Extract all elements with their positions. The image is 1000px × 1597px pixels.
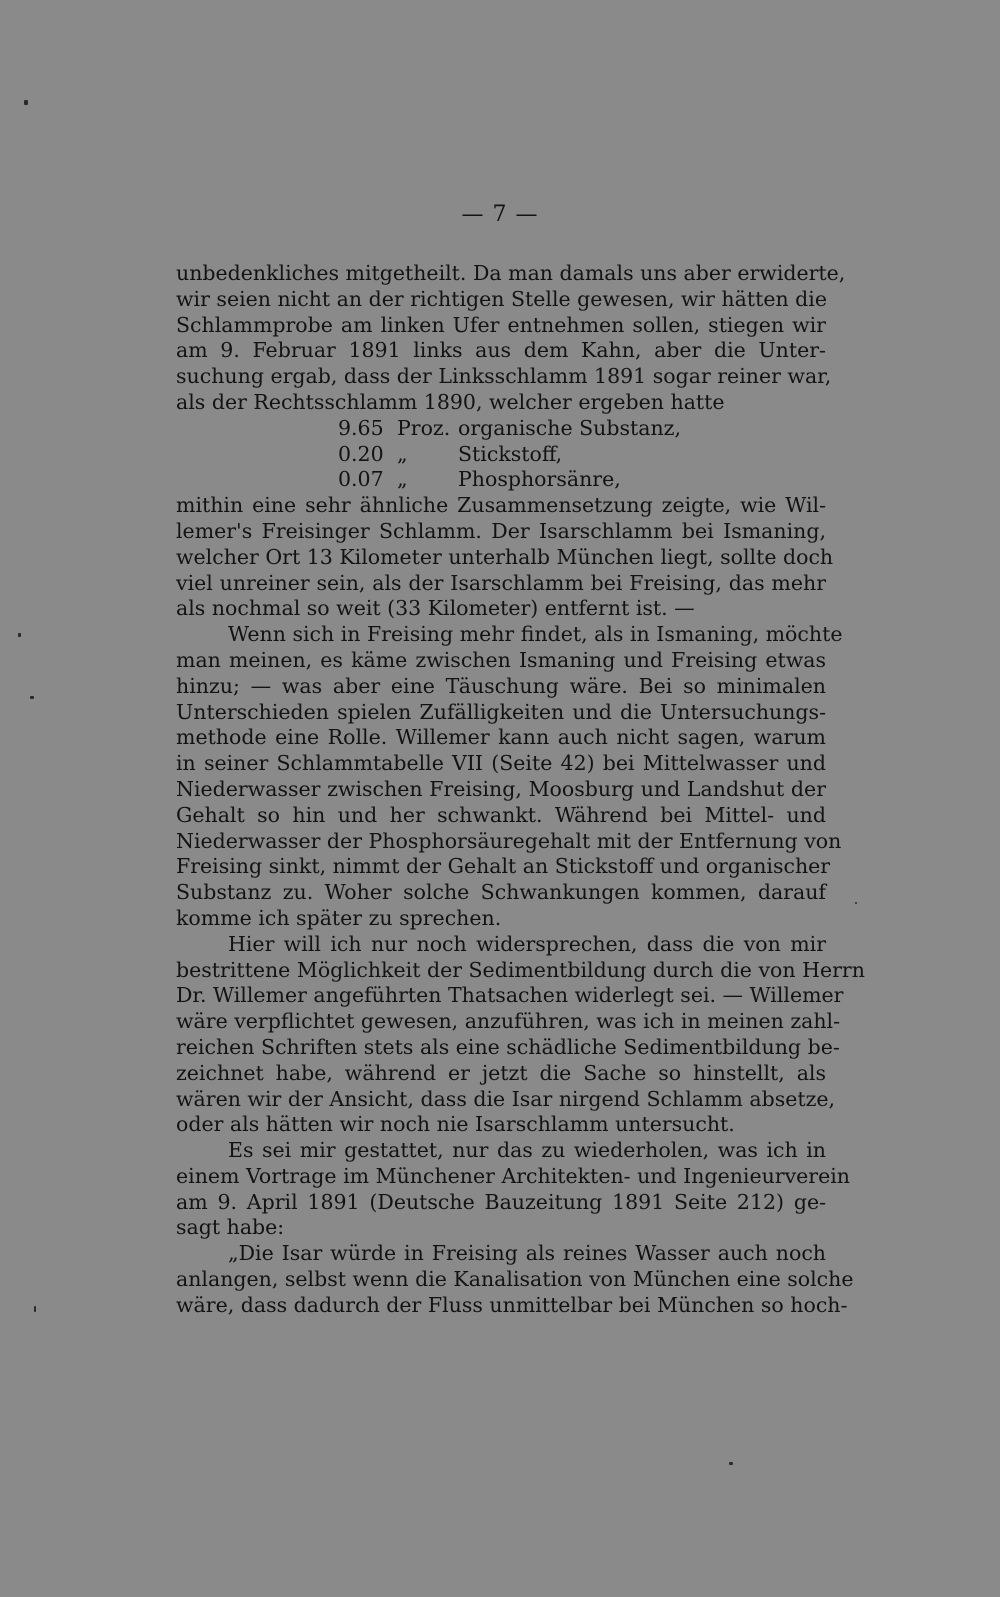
text-line: mithin eine sehr ähnliche Zusammensetzung zeigte, wie Wil- [176, 493, 826, 518]
text-line: oder als hätten wir noch nie Isarschlamm untersucht. [176, 1112, 735, 1137]
text-line: „Die Isar würde in Freising als reines Wasser auch noch [228, 1241, 826, 1266]
text-line: viel unreiner sein, als der Isarschlamm bei Freising, das mehr [176, 570, 826, 595]
text-line: anlangen, selbst wenn die Kanalisation von München eine solche [176, 1267, 854, 1292]
analysis-value: 9.65 [338, 415, 384, 440]
text-line: am 9. Februar 1891 links aus dem Kahn, aber die Unter- [176, 338, 826, 363]
analysis-value: 0.20 [338, 441, 384, 466]
analysis-row [176, 442, 826, 468]
text-line: methode eine Rolle. Willemer kann auch nicht sagen, warum [176, 725, 826, 750]
analysis-description: Stickstoff, [458, 441, 563, 466]
analysis-row [176, 467, 826, 493]
text-line: wäre verpflichtet gewesen, anzuführen, was ich in meinen zahl- [176, 1009, 841, 1034]
text-line: sagt habe: [176, 1215, 285, 1240]
text-line: bestrittene Möglichkeit der Sedimentbildung durch die von Herrn [176, 957, 865, 982]
analysis-unit: Proz. [397, 415, 451, 440]
analysis-description: Phosphorsänre, [458, 467, 621, 492]
text-line: reichen Schriften stets als eine schädliche Sedimentbildung be- [176, 1034, 840, 1059]
scan-speck [729, 1462, 733, 1465]
text-line: welcher Ort 13 Kilometer unterhalb München liegt, sollte doch [176, 544, 834, 569]
text-line: als nochmal so weit (33 Kilometer) entfernt ist. — [176, 596, 695, 621]
scan-speck [24, 100, 28, 105]
text-line: am 9. April 1891 (Deutsche Bauzeitung 1891 Seite 212) ge- [176, 1189, 826, 1214]
scan-speck [34, 1306, 36, 1312]
text-line: Gehalt so hin und her schwankt. Während bei Mittel- und [176, 802, 826, 827]
text-line: hinzu; — was aber eine Täuschung wäre. Bei so minimalen [176, 673, 826, 698]
analysis-value: 0.07 [338, 467, 384, 492]
text-line: Wenn sich in Freising mehr findet, als in Ismaning, möchte [228, 622, 843, 647]
text-line: Dr. Willemer angeführten Thatsachen widerlegt sei. — Willemer [176, 983, 844, 1008]
scan-speck [18, 633, 21, 637]
text-line: Unterschieden spielen Zufälligkeiten und die Untersuchungs- [176, 699, 826, 724]
text-line: wären wir der Ansicht, dass die Isar nirgend Schlamm absetze, [176, 1086, 836, 1111]
text-line: Hier will ich nur noch widersprechen, dass die von mir [228, 931, 826, 956]
text-line: Niederwasser zwischen Freising, Moosburg und Landshut der [176, 776, 826, 801]
page-number: — 7 — [461, 202, 539, 227]
body-text [176, 261, 865, 1319]
analysis-row [176, 416, 826, 442]
text-line: Es sei mir gestattet, nur das zu wiederholen, was ich in [228, 1138, 826, 1163]
scan-speck [30, 696, 34, 699]
text-line: unbedenkliches mitgetheilt. Da man damals uns aber erwiderte, [176, 261, 846, 285]
analysis-unit: „ [397, 467, 408, 492]
text-line: suchung ergab, dass der Linksschlamm 1891 sogar reiner war, [176, 364, 832, 389]
text-line: wäre, dass dadurch der Fluss unmittelbar bei München so hoch- [176, 1292, 848, 1317]
text-line: in seiner Schlammtabelle VII (Seite 42) bei Mittelwasser und [176, 751, 826, 776]
text-line: als der Rechtsschlamm 1890, welcher ergeben hatte [176, 389, 725, 414]
text-line: Niederwasser der Phosphorsäuregehalt mit der Entfernung von [176, 828, 842, 853]
text-line: Substanz zu. Woher solche Schwankungen kommen, darauf [176, 880, 826, 905]
text-line: man meinen, es käme zwischen Ismaning und Freising etwas [176, 647, 826, 672]
text-line: zeichnet habe, während er jetzt die Sache so hinstellt, als [176, 1060, 826, 1085]
text-line: einem Vortrage im Münchener Architekten- und Ingenieurverein [176, 1163, 850, 1188]
analysis-unit: „ [397, 441, 408, 466]
text-line: lemer's Freisinger Schlamm. Der Isarschlamm bei Ismaning, [176, 518, 826, 543]
text-line: Freising sinkt, nimmt der Gehalt an Stickstoff und organischer [176, 854, 831, 879]
analysis-description: organische Substanz, [458, 415, 681, 440]
text-line: Schlammprobe am linken Ufer entnehmen sollen, stiegen wir [176, 312, 826, 337]
text-line: komme ich später zu sprechen. [176, 905, 502, 930]
scan-speck [855, 902, 857, 904]
text-line: wir seien nicht an der richtigen Stelle gewesen, wir hätten die [176, 286, 827, 311]
